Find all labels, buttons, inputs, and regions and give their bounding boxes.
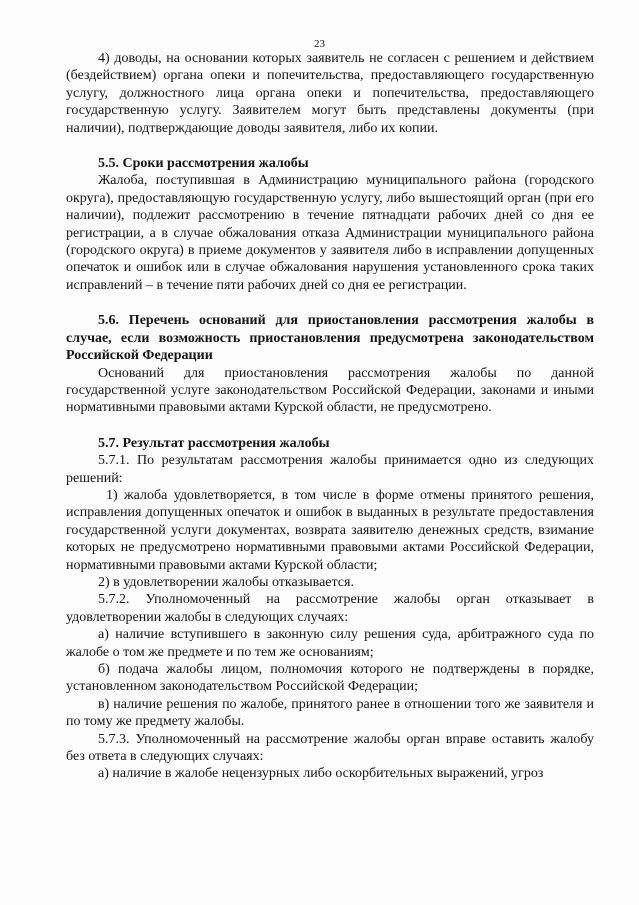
paragraph-5-7-1-item-1: 1) жалоба удовлетворяется, в том числе в форме отмены принятого решения, исправления допущенных опечаток и ошибок в выданных в результате предоставления государственной услуги документах, возврата заявителю денежных средств, взимание которых не предусмотрено нормативными правовыми актами Российской Федерации, нормативными правовыми актами Курской области; <box>66 487 594 573</box>
paragraph-5-7-2-item-a: а) наличие вступившего в законную силу решения суда, арбитражного суда по жалобе о том же предмете и по тем же основаниям; <box>66 627 594 660</box>
section-heading-5-5: 5.5. Сроки рассмотрения жалобы <box>98 156 309 172</box>
paragraph-5-7-3-item-a: а) наличие в жалобе нецензурных либо оскорбительных выражений, угроз <box>98 766 544 782</box>
paragraph-5-7-1-item-2: 2) в удовлетворении жалобы отказывается. <box>98 574 354 590</box>
section-heading-5-7: 5.7. Результат рассмотрения жалобы <box>98 435 330 451</box>
paragraph-5-7-1: 5.7.1. По результатам рассмотрения жалобы принимается одно из следующих решений: <box>66 453 594 486</box>
paragraph-item-4: 4) доводы, на основании которых заявитель не согласен с решением и действием (бездействием) органа опеки и попечительства, предоставляющего государственную услугу, должностного лица органа опеки и попечительства, предоставляющего государственную услугу. Заявителем могут быть представлены документы (при наличии), подтверждающие доводы заявителя, либо их копии. <box>66 51 594 136</box>
paragraph-5-7-2: 5.7.2. Уполномоченный на рассмотрение жалобы орган отказывает в удовлетворении жалобы в следующих случаях: <box>66 592 594 625</box>
paragraph-5-6: Оснований для приостановления рассмотрения жалобы по данной государственной услуге законодательством Российской Федерации, законами и иными нормативными правовыми актами Курской области, не предусмотрено. <box>66 365 594 416</box>
page-number: 23 <box>314 38 325 50</box>
document-body <box>66 50 594 783</box>
paragraph-5-7-2-item-b: б) подача жалобы лицом, полномочия которого не подтверждены в порядке, установленном законодательством Российской Федерации; <box>66 662 594 695</box>
paragraph-5-7-3: 5.7.3. Уполномоченный на рассмотрение жалобы орган вправе оставить жалобу без ответа в следующих случаях: <box>66 731 594 765</box>
section-heading-5-6: 5.6. Перечень оснований для приостановления рассмотрения жалобы в случае, если возможность приостановления предусмотрена законодательством Российской Федерации <box>66 313 594 364</box>
paragraph-5-5: Жалоба, поступившая в Администрацию муниципального района (городского округа), предоставляющую государственную услугу, либо вышестоящий орган (при его наличии), подлежит рассмотрению в течение пятнадцати рабочих дней со дня ее регистрации, а в случае обжалования отказа Администрации муниципального района (городского округа) в приеме документов у заявителя либо в исправлении допущенных опечаток и ошибок или в случае обжалования нарушения установленного срока таких исправлений – в течение пяти рабочих дней со дня ее регистрации. <box>66 173 594 293</box>
paragraph-5-7-2-item-v: в) наличие решения по жалобе, принятого ранее в отношении того же заявителя и по тому же предмету жалобы. <box>66 696 594 730</box>
